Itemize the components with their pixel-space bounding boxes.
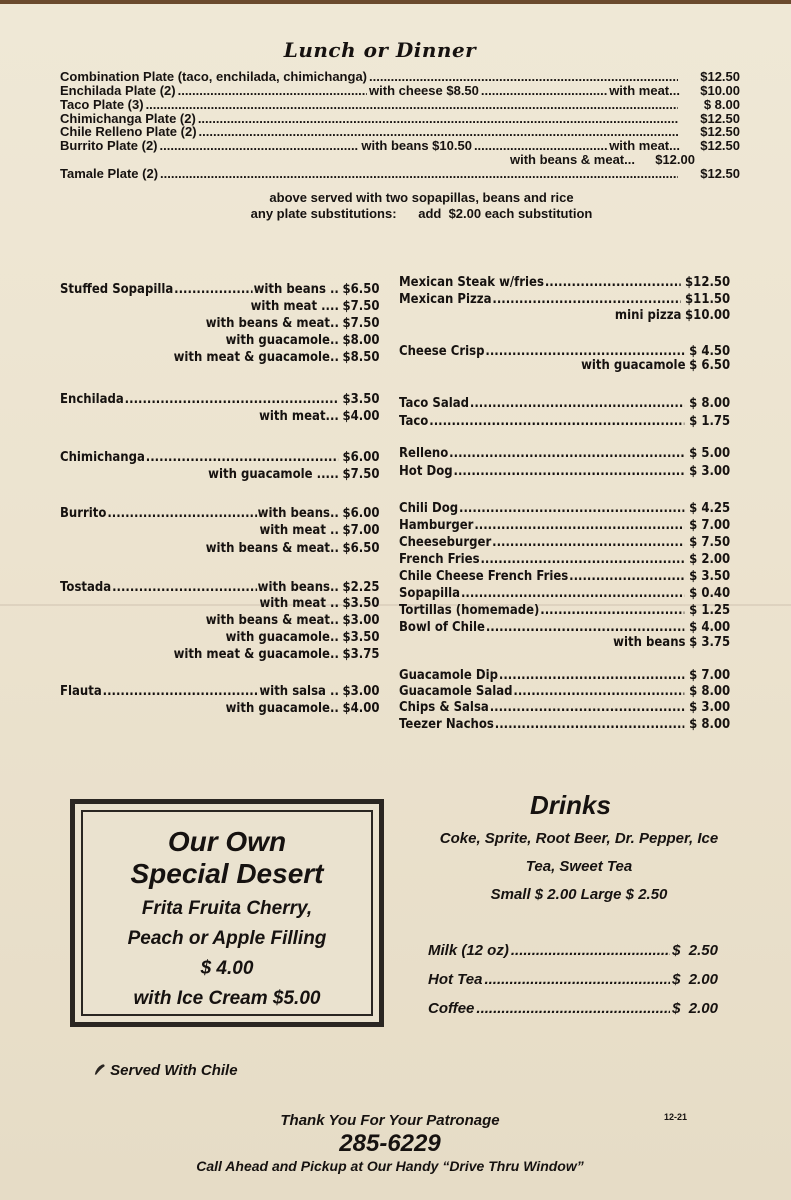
menu-item-name: Burrito — [60, 506, 107, 521]
menu-item-name: Chips & Salsa — [399, 700, 489, 715]
menu-item-price: $12.50 — [685, 275, 731, 290]
menu-item-row — [60, 282, 380, 298]
menu-item-price: $ 7.00 — [689, 668, 731, 683]
plate-price: $12.50 — [700, 138, 740, 153]
menu-item-row — [399, 501, 730, 517]
drink-row — [428, 942, 718, 959]
plate-name: Tamale Plate (2) — [60, 166, 159, 181]
menu-item-price: $6.50 — [342, 541, 380, 556]
menu-item-option: with meat & guacamole.. — [173, 647, 339, 662]
menu-item-name: Guacamole Dip — [399, 668, 499, 683]
menu-item-name: Mexican Steak w/fries — [399, 275, 544, 290]
plate-name: Taco Plate (3) — [60, 97, 144, 112]
menu-item-price: $6.50 — [342, 282, 380, 297]
menu-item-row — [399, 700, 730, 716]
menu-item-name: Hot Dog — [399, 464, 453, 479]
menu-item-row — [60, 580, 380, 596]
menu-item-name: French Fries — [399, 552, 480, 567]
plate-option: with beans $10.50 — [361, 138, 472, 153]
menu-item-price: $8.00 — [342, 333, 380, 348]
menu-item-option: with guacamole ..... — [208, 467, 339, 482]
plate-row — [60, 125, 740, 139]
menu-item-price: $ 3.00 — [689, 464, 731, 479]
menu-item-name: Bowl of Chile — [399, 620, 485, 635]
menu-item-price: $ 7.50 — [689, 535, 731, 550]
desert-line: Peach or Apple Filling — [127, 928, 327, 949]
menu-item-row — [399, 535, 730, 551]
menu-item-price: $ 3.75 — [689, 635, 731, 650]
menu-item-price: $ 2.00 — [689, 552, 731, 567]
plate-row — [60, 70, 740, 84]
plate-note: above served with two sopapillas, beans and rice — [269, 190, 574, 205]
menu-item-option: with beans & meat.. — [205, 316, 339, 331]
menu-item-name: Tostada — [60, 580, 112, 595]
menu-item-name: Mexican Pizza — [399, 292, 492, 307]
plate-option: with beans & meat — [510, 152, 625, 167]
menu-item-row — [399, 569, 730, 585]
drink-name: Hot Tea — [428, 971, 483, 988]
menu-item-price: $7.00 — [342, 523, 380, 538]
drinks-sodas: Tea, Sweet Tea — [525, 858, 633, 875]
plate-price: $ 8.00 — [703, 97, 740, 112]
menu-item-subrow — [60, 333, 380, 349]
menu-item-row — [399, 586, 730, 602]
menu-item-price: $7.50 — [342, 467, 380, 482]
menu-item-price: $ 7.00 — [689, 518, 731, 533]
menu-item-name: Chili Dog — [399, 501, 459, 516]
plate-price: $10.00 — [700, 83, 740, 98]
menu-item-row — [399, 684, 730, 700]
menu-item-price: $7.50 — [342, 299, 380, 314]
menu-item-name: Chimichanga — [60, 450, 145, 465]
drink-name: Coffee — [428, 1000, 475, 1017]
menu-item-subrow — [60, 613, 380, 629]
menu-item-option: with beans — [613, 635, 686, 650]
plate-row — [60, 98, 740, 112]
drinks-sodas: Coke, Sprite, Root Beer, Dr. Pepper, Ice — [439, 830, 719, 847]
menu-item-price: $ 3.50 — [689, 569, 731, 584]
menu-item-subrow — [60, 467, 380, 483]
menu-item-subrow — [60, 701, 380, 717]
menu-item-option: with salsa .. — [259, 684, 339, 699]
menu-item-row — [399, 518, 730, 534]
menu-item-subrow — [399, 308, 730, 324]
special-desert-box — [70, 799, 384, 1027]
plate-option: with meat — [609, 138, 670, 153]
menu-item-name: Cheese Crisp — [399, 344, 485, 359]
menu-item-subrow — [60, 596, 380, 612]
menu-item-name: Hamburger — [399, 518, 474, 533]
menu-code: 12-21 — [664, 1112, 688, 1122]
menu-item-price: $ 6.50 — [689, 358, 731, 373]
substitution-note: any plate substitutions: add $2.00 each substitution — [250, 206, 593, 221]
menu-item-option: mini pizza — [614, 308, 682, 323]
menu-item-price: $ 1.25 — [689, 603, 731, 618]
menu-item-subrow — [60, 523, 380, 539]
drink-name: Milk (12 oz) — [428, 942, 509, 959]
menu-item-price: $6.00 — [342, 506, 380, 521]
menu-item-name: Chile Cheese French Fries — [399, 569, 569, 584]
menu-item-option: with beans & meat.. — [205, 541, 339, 556]
menu-item-price: $ 8.00 — [689, 396, 731, 411]
plate-price: $12.00 — [655, 152, 695, 167]
plate-row — [60, 167, 740, 181]
drink-row — [428, 971, 718, 988]
menu-item-price: $6.00 — [342, 450, 380, 465]
plate-name: Enchilada Plate (2) — [60, 83, 176, 98]
menu-item-price: $ 4.00 — [689, 620, 731, 635]
plate-row: Enchilada Plate (2) ..... with cheese $8.50 ..... with meat ... $10.00 — [60, 84, 740, 98]
menu-item-subrow — [60, 350, 380, 366]
plate-name: Chimichanga Plate (2) — [60, 111, 196, 126]
menu-item-option: with meat... — [259, 409, 339, 424]
plate-price: $12.50 — [700, 69, 740, 84]
desert-price: $ 4.00 — [200, 958, 254, 979]
menu-item-price: $3.75 — [342, 647, 380, 662]
menu-item-name: Relleno — [399, 446, 449, 461]
menu-item-price: $ 1.75 — [689, 414, 731, 429]
menu-item-row — [399, 717, 730, 733]
menu-item-name: Guacamole Salad — [399, 684, 513, 699]
menu-item-price: $ 0.40 — [689, 586, 731, 601]
menu-item-option: with meat .... — [250, 299, 339, 314]
menu-item-option: with beans.. — [257, 506, 339, 521]
footer-phone: 285-6229 — [339, 1130, 441, 1157]
menu-item-name: Taco — [399, 414, 429, 429]
menu-item-subrow — [60, 630, 380, 646]
drink-row — [428, 1000, 718, 1017]
desert-inner-border — [81, 810, 373, 1016]
menu-item-row — [399, 396, 730, 412]
desert-title: Special Desert — [130, 858, 324, 889]
menu-item-price: $8.50 — [342, 350, 380, 365]
menu-title: Lunch or Dinner — [283, 38, 477, 62]
menu-item-price: $4.00 — [342, 409, 380, 424]
menu-item-subrow — [399, 358, 730, 374]
menu-item-option: with beans .. — [253, 282, 339, 297]
menu-item-option: with meat & guacamole.. — [173, 350, 339, 365]
chile-legend — [92, 1062, 238, 1079]
menu-item-subrow — [60, 647, 380, 663]
menu-item-option: with guacamole — [581, 358, 686, 373]
footer-call-ahead: Call Ahead and Pickup at Our Handy “Drive Thru Window” — [196, 1158, 584, 1174]
plate-name: Burrito Plate (2) — [60, 138, 158, 153]
menu-item-row — [60, 392, 380, 408]
menu-item-price: $3.00 — [342, 613, 380, 628]
menu-item-name: Teezer Nachos — [399, 717, 494, 732]
menu-item-row — [60, 450, 380, 466]
menu-item-name: Taco Salad — [399, 396, 470, 411]
menu-item-price: $ 3.00 — [689, 700, 731, 715]
menu-item-row — [399, 275, 730, 291]
menu-item-price: $ 8.00 — [689, 717, 731, 732]
menu-item-row — [399, 552, 730, 568]
menu-item-option: with guacamole.. — [225, 630, 339, 645]
menu-item-price: $2.25 — [342, 580, 380, 595]
menu-item-row — [60, 684, 380, 700]
menu-item-price: $4.00 — [342, 701, 380, 716]
footer-thanks: Thank You For Your Patronage — [280, 1112, 500, 1129]
menu-item-subrow — [60, 316, 380, 332]
menu-item-row — [60, 506, 380, 522]
menu-item-price: $3.50 — [342, 630, 380, 645]
plate-row: Burrito Plate (2) ..... with beans $10.50 ..... with meat ... $12.50 — [60, 139, 740, 153]
menu-page — [0, 4, 791, 1200]
menu-item-option: with meat .. — [259, 523, 339, 538]
desert-price-ice-cream: with Ice Cream $5.00 — [133, 988, 321, 1009]
menu-item-price: $3.50 — [342, 392, 380, 407]
menu-item-price: $ 4.50 — [689, 344, 731, 359]
menu-item-price: $7.50 — [342, 316, 380, 331]
drink-price: $ 2.00 — [672, 971, 718, 988]
plate-option: with meat — [609, 83, 670, 98]
menu-item-name: Flauta — [60, 684, 102, 699]
menu-item-price: $ 4.25 — [689, 501, 731, 516]
plate-option: with cheese $8.50 — [369, 83, 479, 98]
menu-item-price: $ 8.00 — [689, 684, 731, 699]
menu-item-option: with guacamole.. — [225, 701, 339, 716]
menu-item-price: $3.50 — [342, 596, 380, 611]
desert-line: Frita Fruita Cherry, — [141, 898, 313, 919]
drinks-sizes: Small $ 2.00 Large $ 2.50 — [490, 886, 668, 903]
menu-item-subrow — [60, 541, 380, 557]
menu-item-option: with meat .. — [259, 596, 339, 611]
menu-item-name: Stuffed Sopapilla — [60, 282, 174, 297]
menu-item-row — [399, 292, 730, 308]
menu-item-option: with beans.. — [257, 580, 339, 595]
desert-title: Our Own — [167, 826, 287, 857]
drinks-title: Drinks — [530, 790, 611, 820]
chile-pepper-icon — [92, 1062, 106, 1076]
menu-item-subrow — [60, 299, 380, 315]
menu-item-price: $3.00 — [342, 684, 380, 699]
plate-row: with beans & meat ... $12.00 — [510, 152, 695, 167]
drink-price: $ 2.00 — [672, 1000, 718, 1017]
menu-item-subrow — [60, 409, 380, 425]
drink-price: $ 2.50 — [672, 942, 718, 959]
chile-legend-text: Served With Chile — [110, 1062, 238, 1079]
menu-item-name: Sopapilla — [399, 586, 461, 601]
menu-item-row — [399, 464, 730, 480]
menu-item-price: $ 5.00 — [689, 446, 731, 461]
menu-item-row — [399, 446, 730, 462]
menu-item-price: $10.00 — [685, 308, 731, 323]
menu-item-row — [399, 620, 730, 636]
menu-item-option: with guacamole.. — [225, 333, 339, 348]
menu-item-name: Cheeseburger — [399, 535, 492, 550]
menu-item-price: $11.50 — [685, 292, 731, 307]
plate-name: Chile Relleno Plate (2) — [60, 124, 197, 139]
menu-item-name: Tortillas (homemade) — [399, 603, 540, 618]
menu-item-row — [399, 668, 730, 684]
menu-item-option: with beans & meat.. — [205, 613, 339, 628]
plate-price: $12.50 — [700, 124, 740, 139]
menu-item-name: Enchilada — [60, 392, 124, 407]
plate-price: $12.50 — [700, 111, 740, 126]
menu-item-subrow — [399, 635, 730, 651]
plate-price: $12.50 — [700, 166, 740, 181]
menu-item-row — [399, 603, 730, 619]
menu-item-row — [399, 414, 730, 430]
plate-name: Combination Plate (taco, enchilada, chimichanga) — [60, 69, 367, 84]
